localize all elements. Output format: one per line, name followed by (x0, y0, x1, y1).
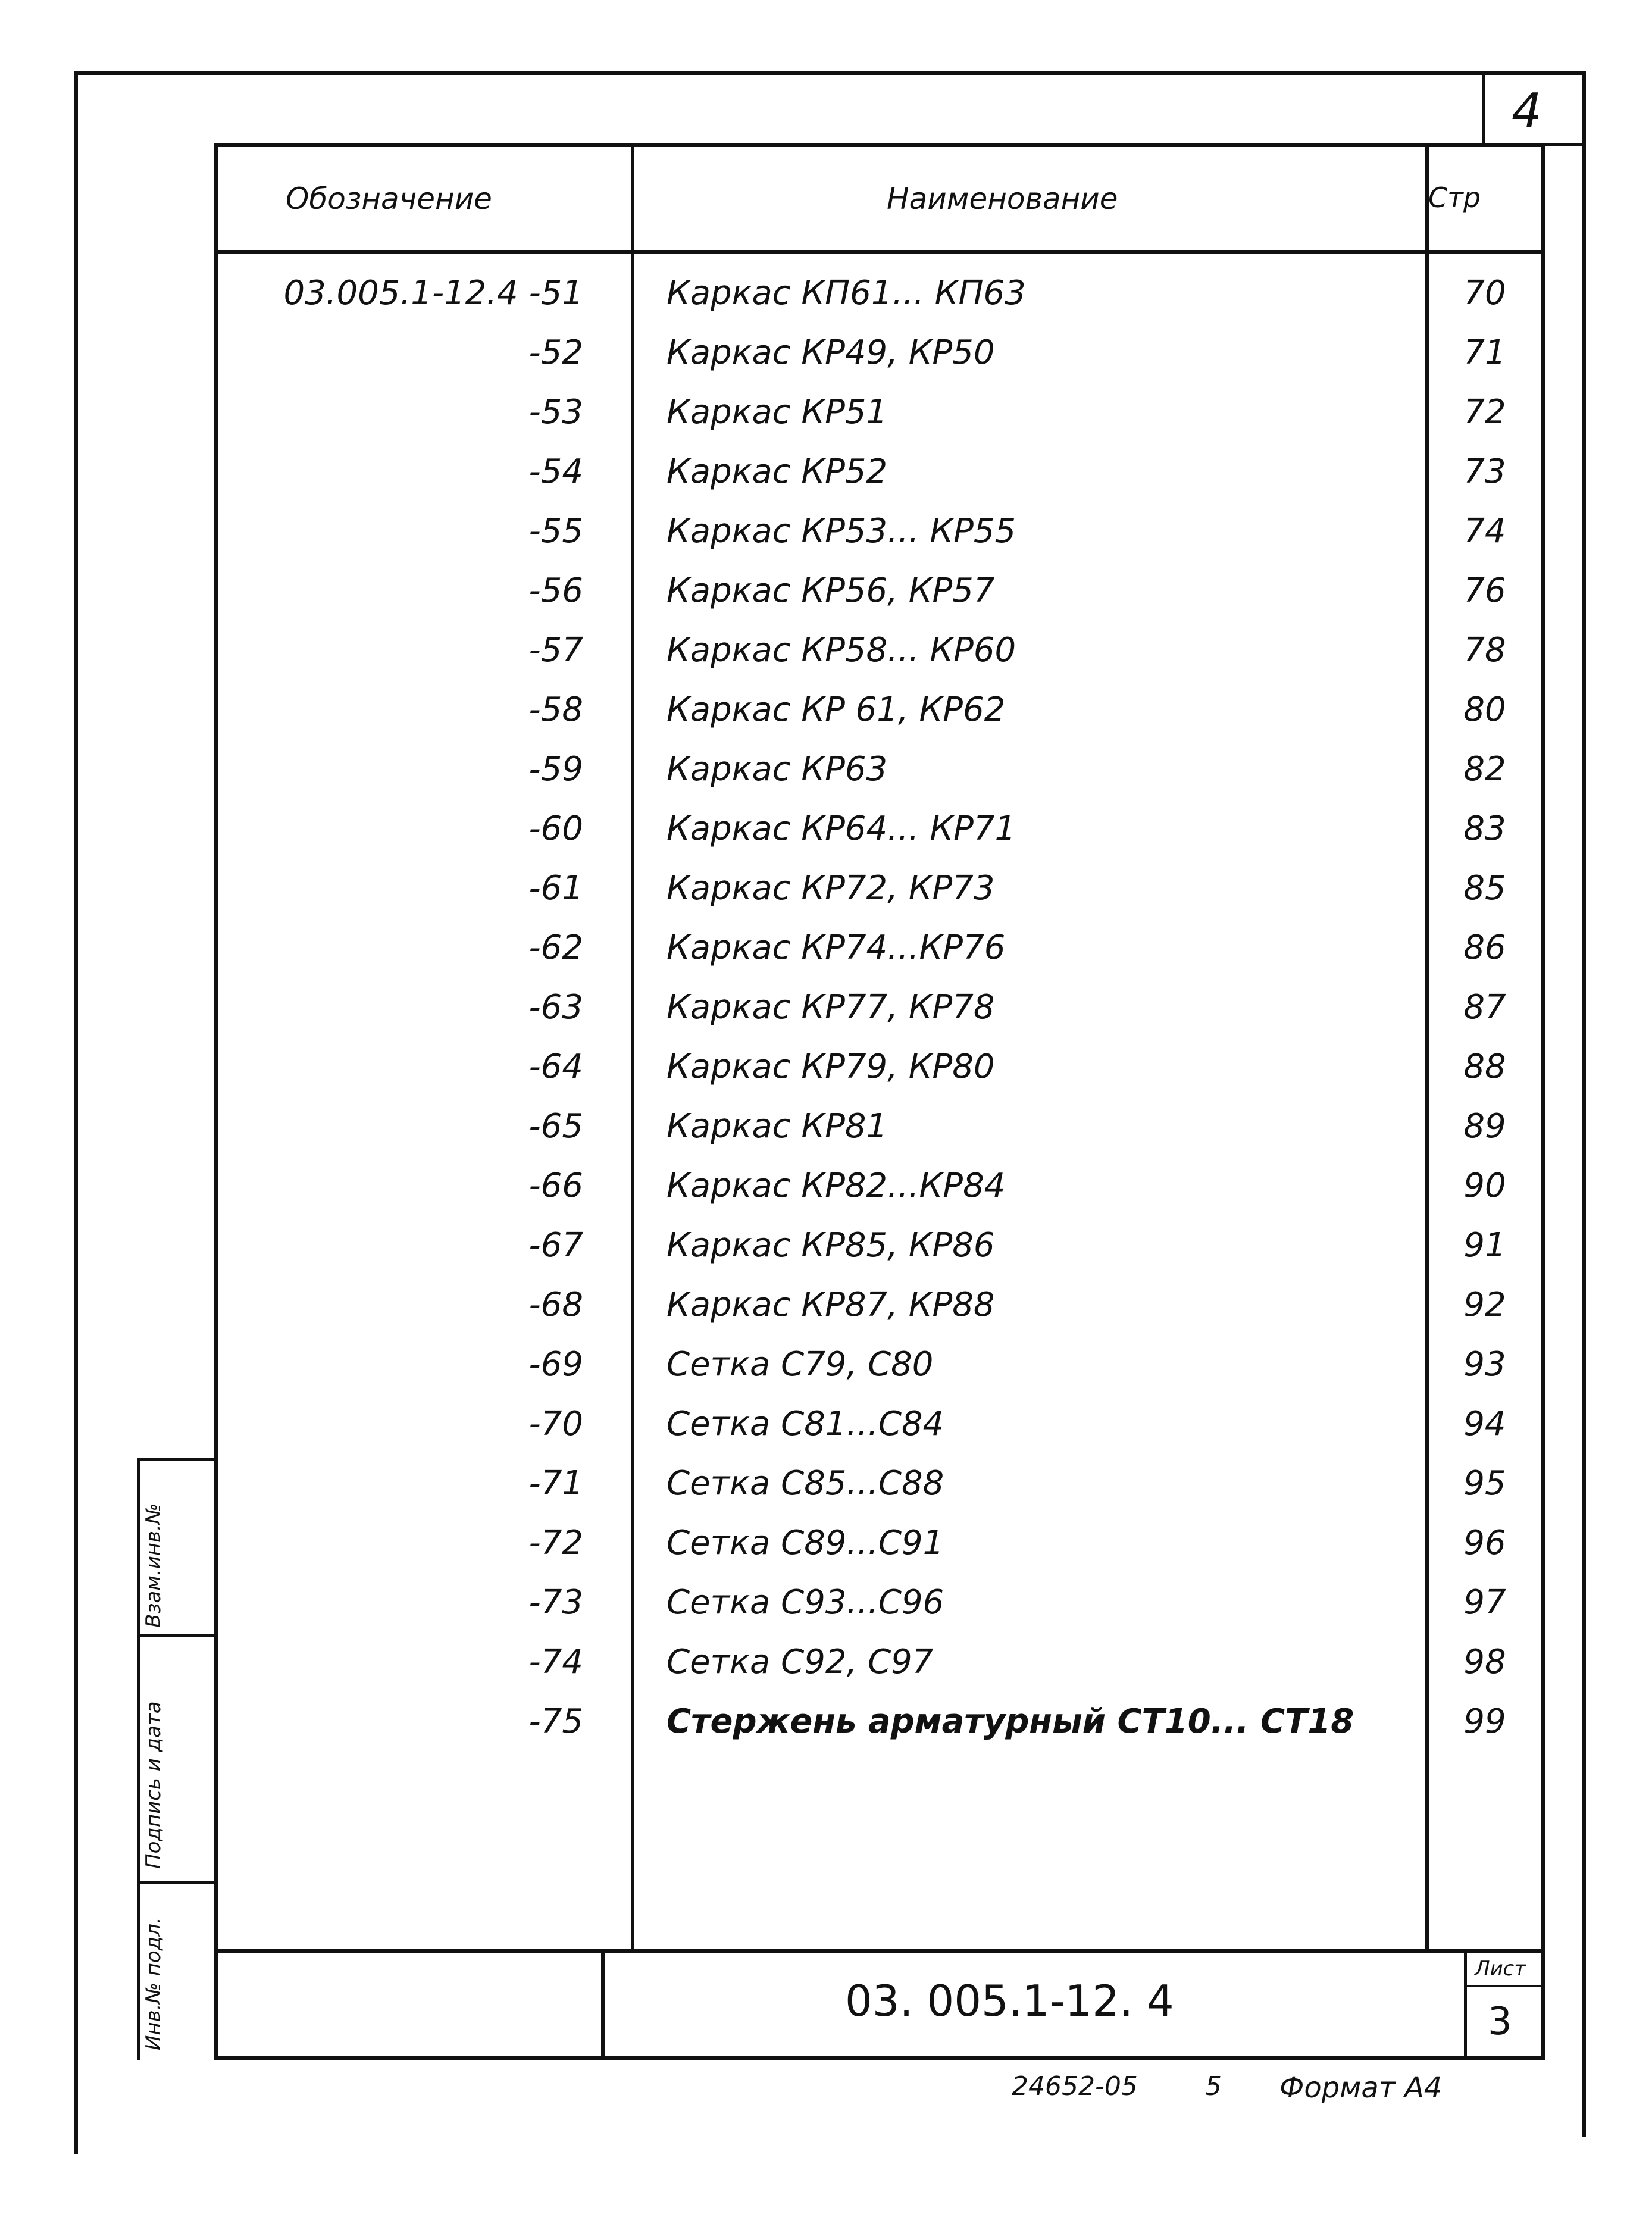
row-designation: -66 (528, 1167, 583, 1205)
col-separator-2 (1425, 143, 1429, 1952)
row-designation: -55 (528, 512, 583, 551)
row-name: Сетка С85...С88 (667, 1464, 944, 1503)
row-name: Каркас КР82...КР84 (667, 1167, 1006, 1205)
col-separator-1 (631, 143, 634, 1952)
table-bottom (214, 2056, 1545, 2060)
row-designation: -75 (528, 1702, 583, 1741)
row-name: Каркас КР85, КР86 (667, 1226, 995, 1265)
row-name: Каркас КР79, КР80 (667, 1047, 995, 1086)
row-name: Каркас КР64... КР71 (667, 809, 1016, 848)
row-name: Каркас КР72, КР73 (667, 869, 995, 908)
row-name: Сетка С89...С91 (667, 1524, 944, 1562)
row-designation: -57 (528, 631, 583, 670)
row-page: 89 (1463, 1107, 1506, 1146)
row-name: Каркас КР58... КР60 (667, 631, 1016, 670)
row-page: 86 (1463, 928, 1506, 967)
row-page: 71 (1463, 333, 1506, 372)
row-page: 82 (1463, 750, 1506, 789)
row-page: 94 (1463, 1405, 1506, 1443)
row-designation: -69 (528, 1345, 583, 1384)
row-name: Стержень арматурный СТ10... СТ18 (667, 1702, 1354, 1741)
row-designation: -63 (528, 988, 583, 1027)
row-name: Каркас КР56, КР57 (667, 571, 995, 610)
row-designation: -52 (528, 333, 583, 372)
row-name: Каркас КР53... КР55 (667, 512, 1016, 551)
outer-frame-right (1582, 71, 1586, 2137)
row-designation: -67 (528, 1226, 583, 1265)
row-page: 96 (1463, 1524, 1506, 1562)
footer-format: Формат А4 (1279, 2071, 1443, 2104)
row-page: 74 (1463, 512, 1506, 551)
row-name: Каркас КР74...КР76 (667, 928, 1006, 967)
row-page: 87 (1463, 988, 1506, 1027)
row-designation: -72 (528, 1524, 583, 1562)
row-name: Каркас КР52 (667, 452, 888, 491)
row-page: 88 (1463, 1047, 1506, 1086)
row-name: Сетка С79, С80 (667, 1345, 934, 1384)
row-designation: -62 (528, 928, 583, 967)
row-page: 90 (1463, 1167, 1506, 1205)
table-left (214, 143, 218, 2060)
row-name: Сетка С81...С84 (667, 1405, 944, 1443)
row-name: Каркас КР49, КР50 (667, 333, 995, 372)
footer-order-number: 24652-05 (1012, 2071, 1138, 2102)
header-page: Стр (1428, 182, 1481, 214)
row-designation: -53 (528, 393, 583, 431)
row-page: 95 (1463, 1464, 1506, 1503)
row-designation: -68 (528, 1286, 583, 1324)
sheet-number: 3 (1488, 2000, 1512, 2044)
side-stamp-div-1 (137, 1634, 218, 1637)
row-designation: -56 (528, 571, 583, 610)
row-designation: -73 (528, 1583, 583, 1622)
row-name: Каркас КР63 (667, 750, 888, 789)
row-designation: 03.005.1-12.4 -51 (283, 274, 583, 312)
side-stamp-top (137, 1458, 218, 1461)
header-designation: Обозначение (286, 182, 492, 216)
row-page: 83 (1463, 809, 1506, 848)
row-page: 85 (1463, 869, 1506, 908)
document-code: 03. 005.1-12. 4 (845, 1976, 1174, 2026)
side-stamp-signature-date: Подпись и дата (142, 1701, 165, 1869)
row-designation: -61 (528, 869, 583, 908)
row-page: 70 (1463, 274, 1506, 312)
row-page: 92 (1463, 1286, 1506, 1324)
side-stamp-exchange-inv: Взам.инв.№ (142, 1503, 165, 1628)
row-page: 93 (1463, 1345, 1506, 1384)
row-page: 73 (1463, 452, 1506, 491)
row-name: Каркас КР77, КР78 (667, 988, 995, 1027)
sheet-label: Лист (1475, 1957, 1526, 1981)
corner-box-left (1482, 71, 1485, 146)
outer-frame-left (74, 71, 78, 2154)
row-designation: -54 (528, 452, 583, 491)
header-separator (214, 250, 1545, 254)
title-block-divider (601, 1949, 605, 2059)
row-page: 97 (1463, 1583, 1506, 1622)
sheet-box-mid (1464, 1985, 1545, 1987)
row-name: Каркас КР87, КР88 (667, 1286, 995, 1324)
row-name: Каркас КР51 (667, 393, 888, 431)
table-top (214, 143, 1545, 147)
row-designation: -59 (528, 750, 583, 789)
sheet-box-left (1464, 1952, 1467, 2059)
sheet-corner-number: 4 (1512, 83, 1542, 139)
row-name: Каркас КР81 (667, 1107, 888, 1146)
row-name: Каркас КП61... КП63 (667, 274, 1026, 312)
footer-copy: 5 (1205, 2071, 1222, 2102)
row-name: Каркас КР 61, КР62 (667, 690, 1006, 729)
row-designation: -64 (528, 1047, 583, 1086)
row-page: 98 (1463, 1643, 1506, 1681)
title-block-top (214, 1949, 1545, 1953)
side-stamp-div-2 (137, 1881, 218, 1884)
header-name: Наименование (887, 182, 1118, 216)
row-page: 72 (1463, 393, 1506, 431)
row-designation: -60 (528, 809, 583, 848)
row-page: 76 (1463, 571, 1506, 610)
side-stamp-original-inv: Инв.№ подл. (142, 1917, 165, 2050)
row-designation: -58 (528, 690, 583, 729)
row-name: Сетка С92, С97 (667, 1643, 934, 1681)
row-name: Сетка С93...С96 (667, 1583, 944, 1622)
row-page: 99 (1463, 1702, 1506, 1741)
row-designation: -65 (528, 1107, 583, 1146)
row-page: 91 (1463, 1226, 1506, 1265)
row-designation: -74 (528, 1643, 583, 1681)
outer-frame-top (74, 71, 1586, 75)
table-right (1541, 143, 1545, 2060)
row-page: 80 (1463, 690, 1506, 729)
row-page: 78 (1463, 631, 1506, 670)
row-designation: -70 (528, 1405, 583, 1443)
side-stamp-left (137, 1458, 140, 2060)
row-designation: -71 (528, 1464, 583, 1503)
